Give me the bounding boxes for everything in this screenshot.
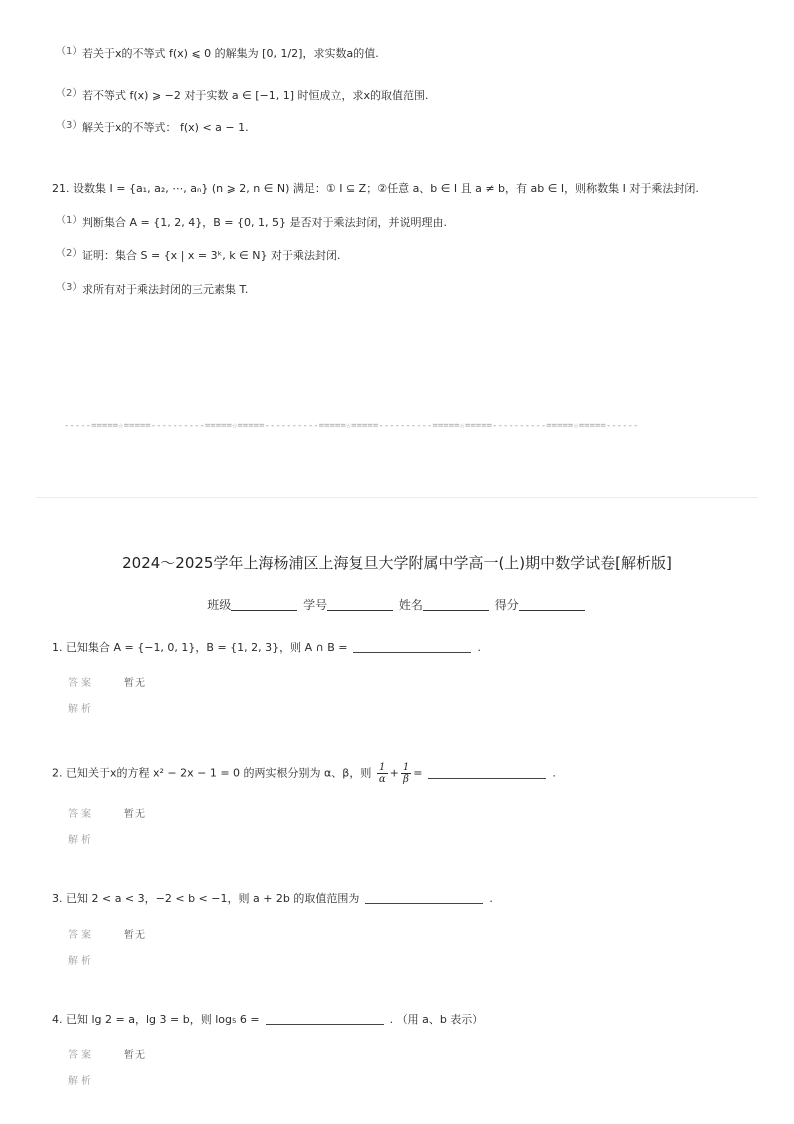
part-text: 若关于x的不等式 f(x) ⩽ 0 的解集为 [0, 1/2]，求实数a的值.	[82, 47, 379, 60]
question-end: .	[477, 641, 481, 654]
answer-value: 暂无	[124, 809, 146, 820]
score-label: 得分	[494, 598, 519, 612]
answer-label: 答案	[68, 1050, 94, 1061]
part-number: （1）	[56, 215, 83, 226]
question-4	[52, 1012, 483, 1028]
question-21-part-1	[56, 213, 447, 231]
question-text: 3. 已知 2 < a < 3，−2 < b < −1，则 a + 2b 的取值范围为	[52, 892, 360, 905]
answer-value: 暂无	[124, 1050, 146, 1061]
class-blank[interactable]	[231, 598, 297, 611]
answer-value: 暂无	[124, 930, 146, 941]
answer-label: 答案	[68, 809, 94, 820]
class-label: 班级	[207, 598, 232, 612]
question-21-part-2	[56, 246, 340, 264]
analysis-label: 解析	[68, 835, 94, 846]
answer-blank[interactable]	[353, 640, 471, 653]
fraction-1-over-alpha: $\frac{1}{\alpha}$	[378, 762, 386, 785]
student-id-field[interactable]	[303, 596, 395, 613]
answer-blank[interactable]	[428, 766, 546, 779]
answer-blank[interactable]	[266, 1012, 384, 1025]
name-field[interactable]	[399, 596, 491, 613]
student-info-line	[0, 596, 794, 613]
part-text: 判断集合 A = {1, 2, 4}，B = {0, 1, 5} 是否对于乘法封闭，并说明理由.	[82, 216, 447, 229]
question-end: .	[552, 766, 556, 780]
page-separator	[36, 497, 758, 498]
score-blank[interactable]	[519, 598, 585, 611]
question-end: . （用 a、b 表示）	[389, 1013, 484, 1026]
name-blank[interactable]	[423, 598, 489, 611]
part-number: （1）	[56, 46, 83, 57]
star-divider: -----=====☆=====----------=====☆=====----------=====☆=====----------=====☆=====----------=====☆=====------	[64, 421, 639, 431]
answer-blank[interactable]	[365, 891, 483, 904]
student-id-label: 学号	[303, 598, 328, 612]
student-id-blank[interactable]	[327, 598, 393, 611]
question-3	[52, 891, 493, 907]
score-field[interactable]	[495, 596, 587, 613]
plus-sign: +	[389, 766, 399, 780]
question-text: 21. 设数集 I = {a₁, a₂, ⋯, aₙ} (n ⩾ 2, n ∈ N) 满足：① I ⊆ Z；②任意 a、b ∈ I 且 a ≠ b，有 ab ∈ I，则称数集 I 对于乘法封闭.	[52, 182, 699, 195]
part-number: （3）	[56, 120, 83, 131]
exam-title: 2024～2025学年上海杨浦区上海复旦大学附属中学高一(上)期中数学试卷[解析版]	[122, 554, 672, 572]
question-text: 4. 已知 lg 2 = a，lg 3 = b，则 log₅ 6 =	[52, 1013, 260, 1026]
question-2	[52, 762, 556, 785]
part-text: 求所有对于乘法封闭的三元素集 T.	[82, 283, 249, 296]
part-text: 若不等式 f(x) ⩾ −2 对于实数 a ∈ [−1, 1] 时恒成立，求x的取值范围.	[82, 89, 429, 102]
part-3	[56, 118, 249, 136]
analysis-label: 解析	[68, 1076, 94, 1087]
equals-sign: =	[413, 766, 423, 780]
part-text: 证明：集合 S = {x | x = 3ᵏ, k ∈ N} 对于乘法封闭.	[82, 249, 341, 262]
question-text: 1. 已知集合 A = {−1, 0, 1}，B = {1, 2, 3}，则 A ∩ B =	[52, 641, 348, 654]
part-1	[56, 44, 379, 62]
analysis-label: 解析	[68, 704, 94, 715]
part-number: （3）	[56, 282, 83, 293]
class-field[interactable]	[207, 596, 299, 613]
part-number: （2）	[56, 88, 83, 99]
question-end: .	[489, 892, 493, 905]
part-number: （2）	[56, 248, 83, 259]
part-text: 解关于x的不等式： f(x) < a − 1.	[82, 121, 249, 134]
analysis-label: 解析	[68, 956, 94, 967]
part-2	[56, 86, 429, 104]
answer-label: 答案	[68, 678, 94, 689]
name-label: 姓名	[398, 598, 423, 612]
answer-value: 暂无	[124, 678, 146, 689]
answer-label: 答案	[68, 930, 94, 941]
question-21-part-3	[56, 280, 248, 298]
question-text: 2. 已知关于x的方程 x² − 2x − 1 = 0 的两实根分别为 α、β，则	[52, 766, 372, 780]
question-1	[52, 640, 481, 656]
fraction-1-over-beta: $\frac{1}{\beta}$	[402, 762, 410, 785]
question-21-stem	[52, 181, 699, 197]
